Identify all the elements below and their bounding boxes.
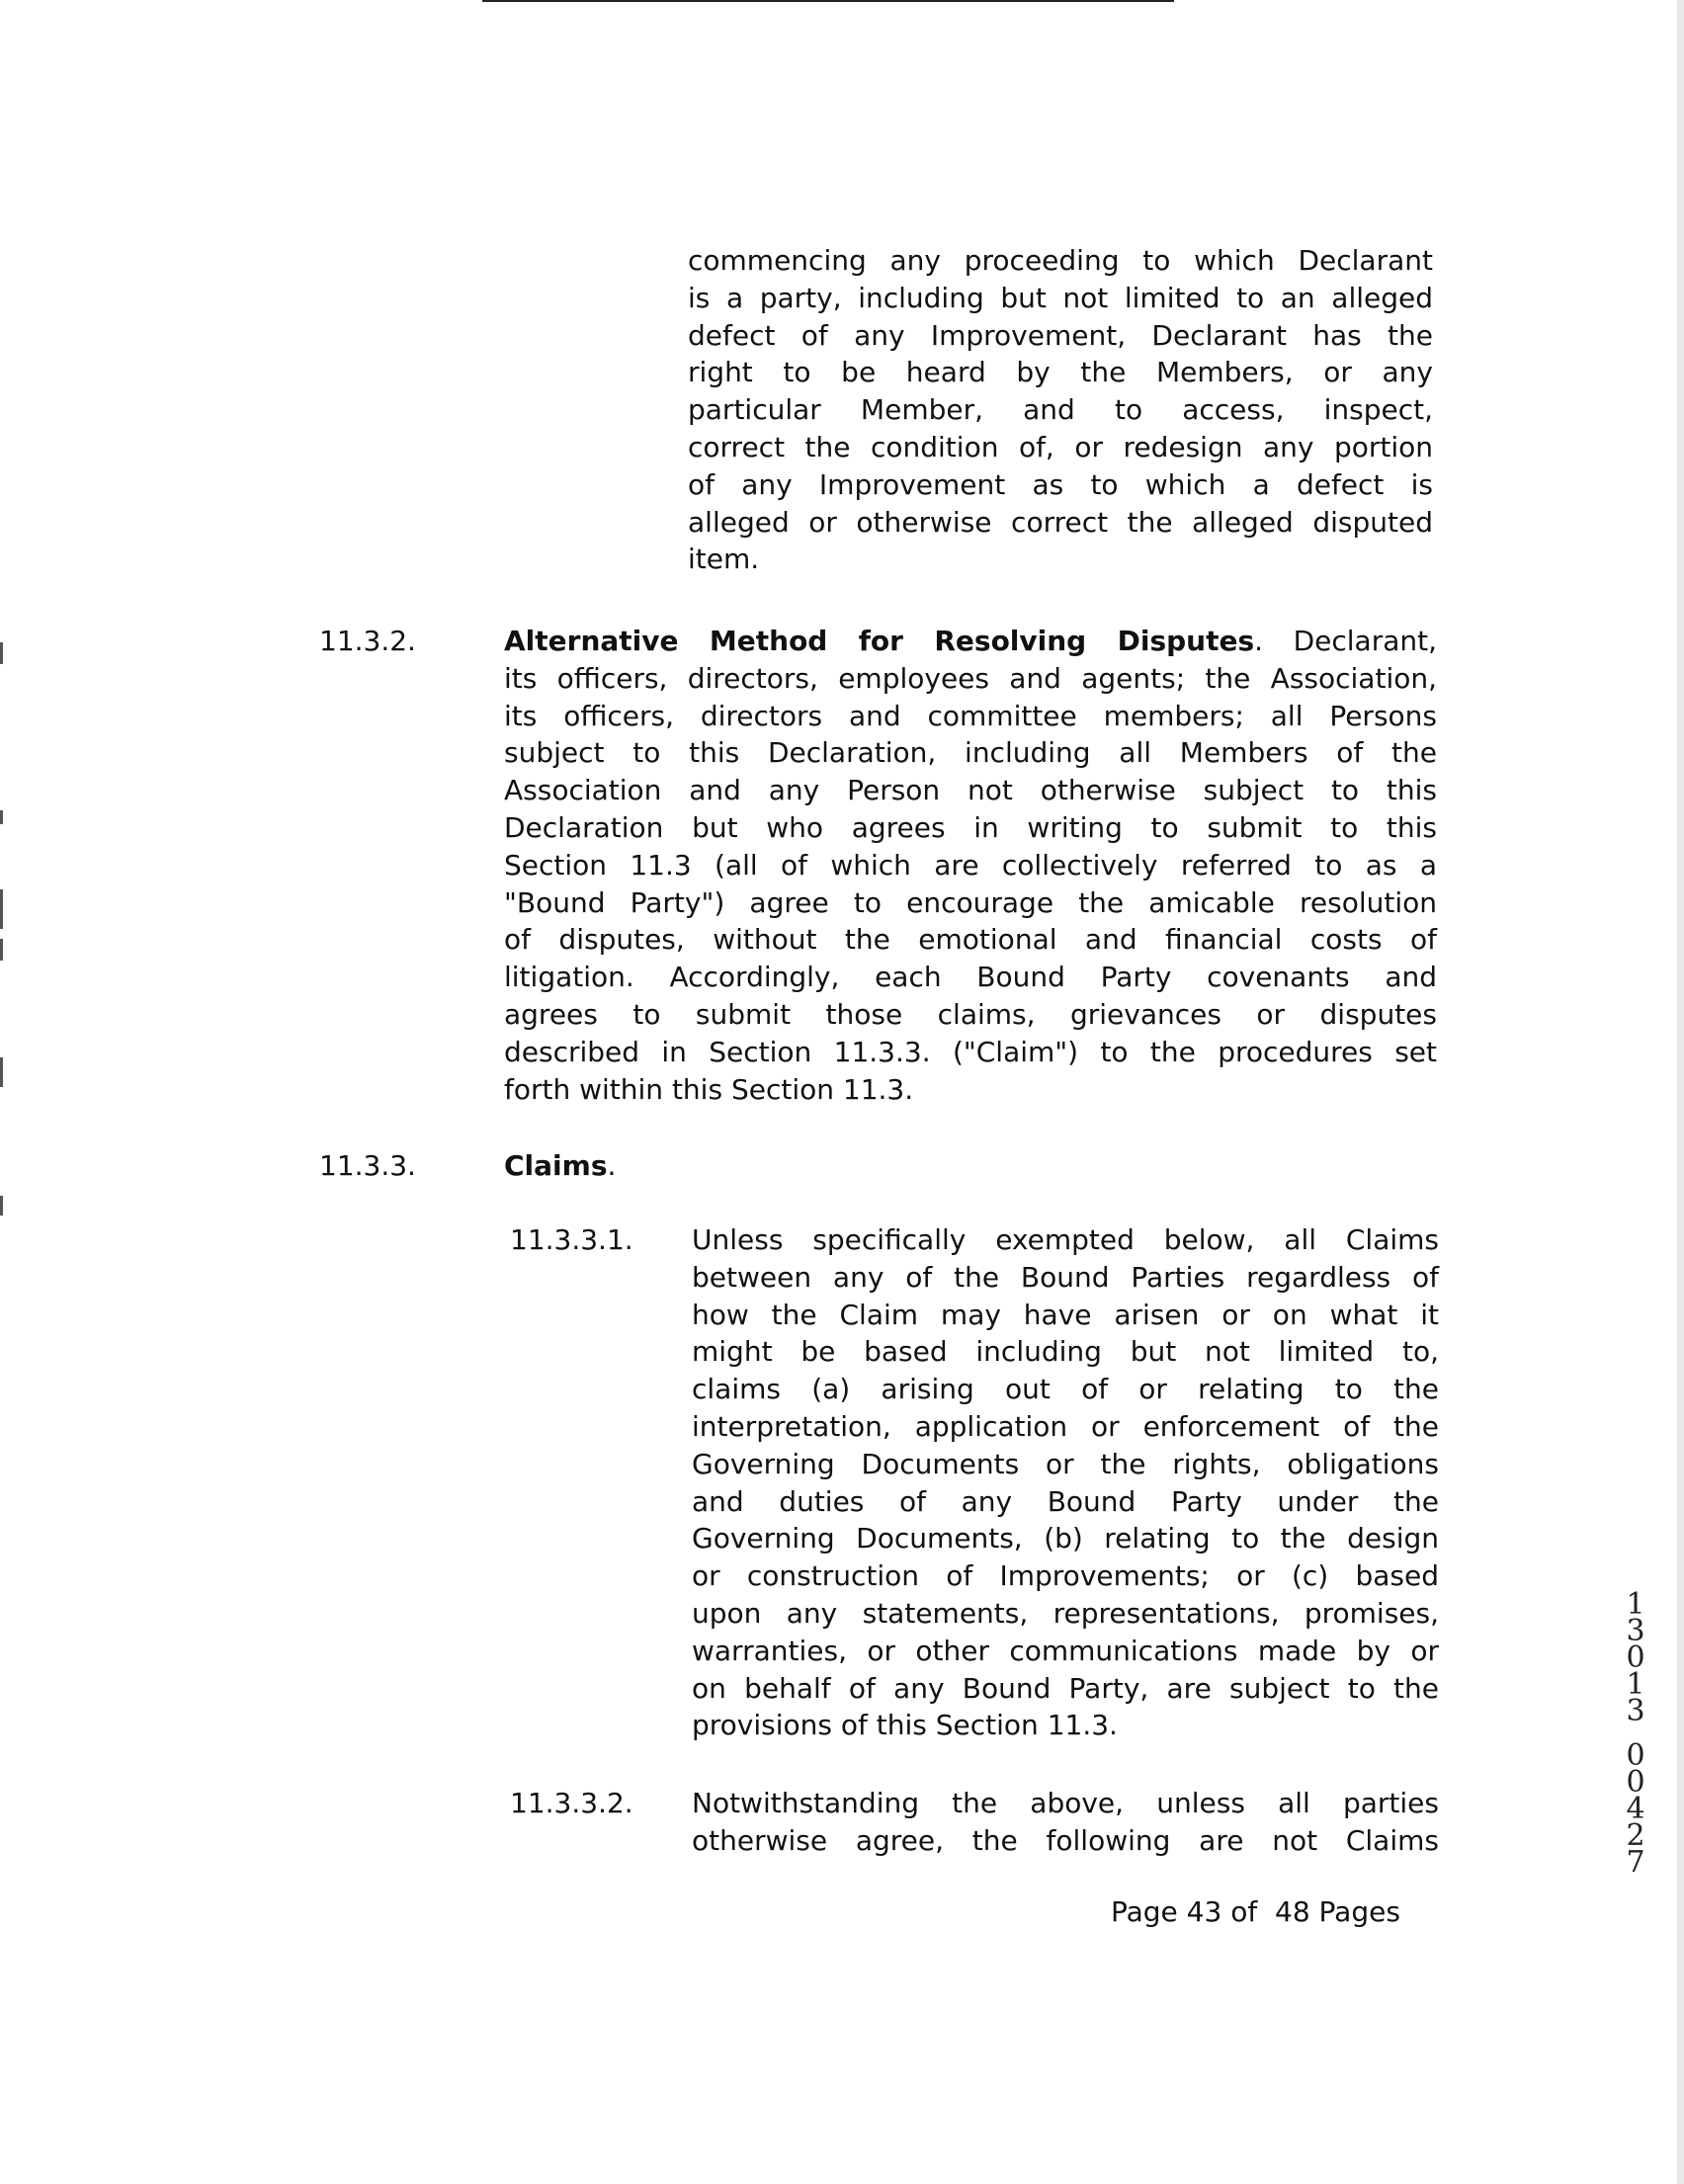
section-11-3-3-heading: Claims. [504, 1149, 617, 1182]
text-line: between any of the Bound Parties regardless of [692, 1260, 1439, 1294]
text-line: its officers, directors, employees and agents; the Association, [504, 661, 1437, 695]
text-line: agrees to submit those claims, grievances or disputes [504, 997, 1437, 1031]
text-line: Association and any Person not otherwise subject to this [504, 774, 1437, 807]
text-line: "Bound Party") agree to encourage the amicable resolution [504, 885, 1437, 919]
text-line: upon any statements, representations, promises, [692, 1596, 1439, 1630]
text-line: and duties of any Bound Party under the [692, 1484, 1439, 1518]
text-line: forth within this Section 11.3. [504, 1072, 914, 1106]
text-line: of any Improvement as to which a defect is [688, 467, 1433, 501]
page-number: Page 43 of 48 Pages [1111, 1895, 1400, 1928]
text-line: Notwithstanding the above, unless all parties [692, 1787, 1439, 1819]
text-line: on behalf of any Bound Party, are subject to the [692, 1671, 1439, 1705]
text-line: might be based including but not limited to, [692, 1335, 1439, 1369]
section-heading: Claims [504, 1149, 608, 1182]
text-line: right to be heard by the Members, or any [688, 356, 1433, 389]
section-number-11-3-3-1: 11.3.3.1. [510, 1223, 633, 1256]
text-line: subject to this Declaration, including all Members of the [504, 736, 1437, 770]
text-line: is a party, including but not limited to an alleged [688, 281, 1433, 314]
text-line: or construction of Improvements; or (c) based [692, 1559, 1439, 1593]
continuation-paragraph [688, 242, 1433, 578]
text-line: Alternative Method for Resolving Disputes. Declarant, [504, 625, 1437, 657]
text-line: how the Claim may have arisen or on what it [692, 1298, 1439, 1331]
recording-stamp: 1 3 0 1 3 0 0 4 2 7 [1626, 1587, 1645, 1880]
text-line: Declaration but who agrees in writing to submit to this [504, 810, 1437, 844]
section-11-3-3-2-body [692, 1785, 1439, 1860]
top-rule [482, 0, 1174, 2]
text-line: Section 11.3 (all of which are collectively referred to as a [504, 848, 1437, 882]
text-line: warranties, or other communications made by or [692, 1634, 1439, 1667]
text-line: alleged or otherwise correct the alleged disputed [688, 505, 1433, 539]
text-line: particular Member, and to access, inspect, [688, 393, 1433, 427]
text-line: Governing Documents or the rights, obligations [692, 1447, 1439, 1480]
text-line: otherwise agree, the following are not Claims [692, 1823, 1439, 1857]
text-line: defect of any Improvement, Declarant has the [688, 318, 1433, 352]
text-line: claims (a) arising out of or relating to the [692, 1373, 1439, 1406]
section-number-11-3-2: 11.3.2. [319, 625, 416, 657]
section-heading: Alternative Method for Resolving Disputes [504, 625, 1255, 657]
text-line: provisions of this Section 11.3. [692, 1709, 1118, 1742]
text-line: its officers, directors and committee members; all Persons [504, 699, 1437, 732]
text-line: of disputes, without the emotional and financial costs of [504, 923, 1437, 957]
binding-marks [0, 642, 3, 1235]
text-line: item. [688, 543, 760, 576]
page-edge-shadow [1677, 0, 1684, 2184]
section-number-11-3-3: 11.3.3. [319, 1149, 416, 1182]
text-line: correct the condition of, or redesign any portion [688, 430, 1433, 463]
section-number-11-3-3-2: 11.3.3.2. [510, 1787, 633, 1819]
text-line: Governing Documents, (b) relating to the design [692, 1522, 1439, 1555]
section-11-3-3-1-body [692, 1221, 1439, 1744]
text-line: Unless specifically exempted below, all Claims [692, 1223, 1439, 1256]
text-line: described in Section 11.3.3. ("Claim") to the procedures set [504, 1035, 1437, 1068]
text-line: commencing any proceeding to which Declarant [688, 244, 1433, 277]
text-line: litigation. Accordingly, each Bound Party covenants and [504, 961, 1437, 994]
text-line: interpretation, application or enforcement of the [692, 1409, 1439, 1443]
section-11-3-2-body [504, 623, 1437, 1108]
